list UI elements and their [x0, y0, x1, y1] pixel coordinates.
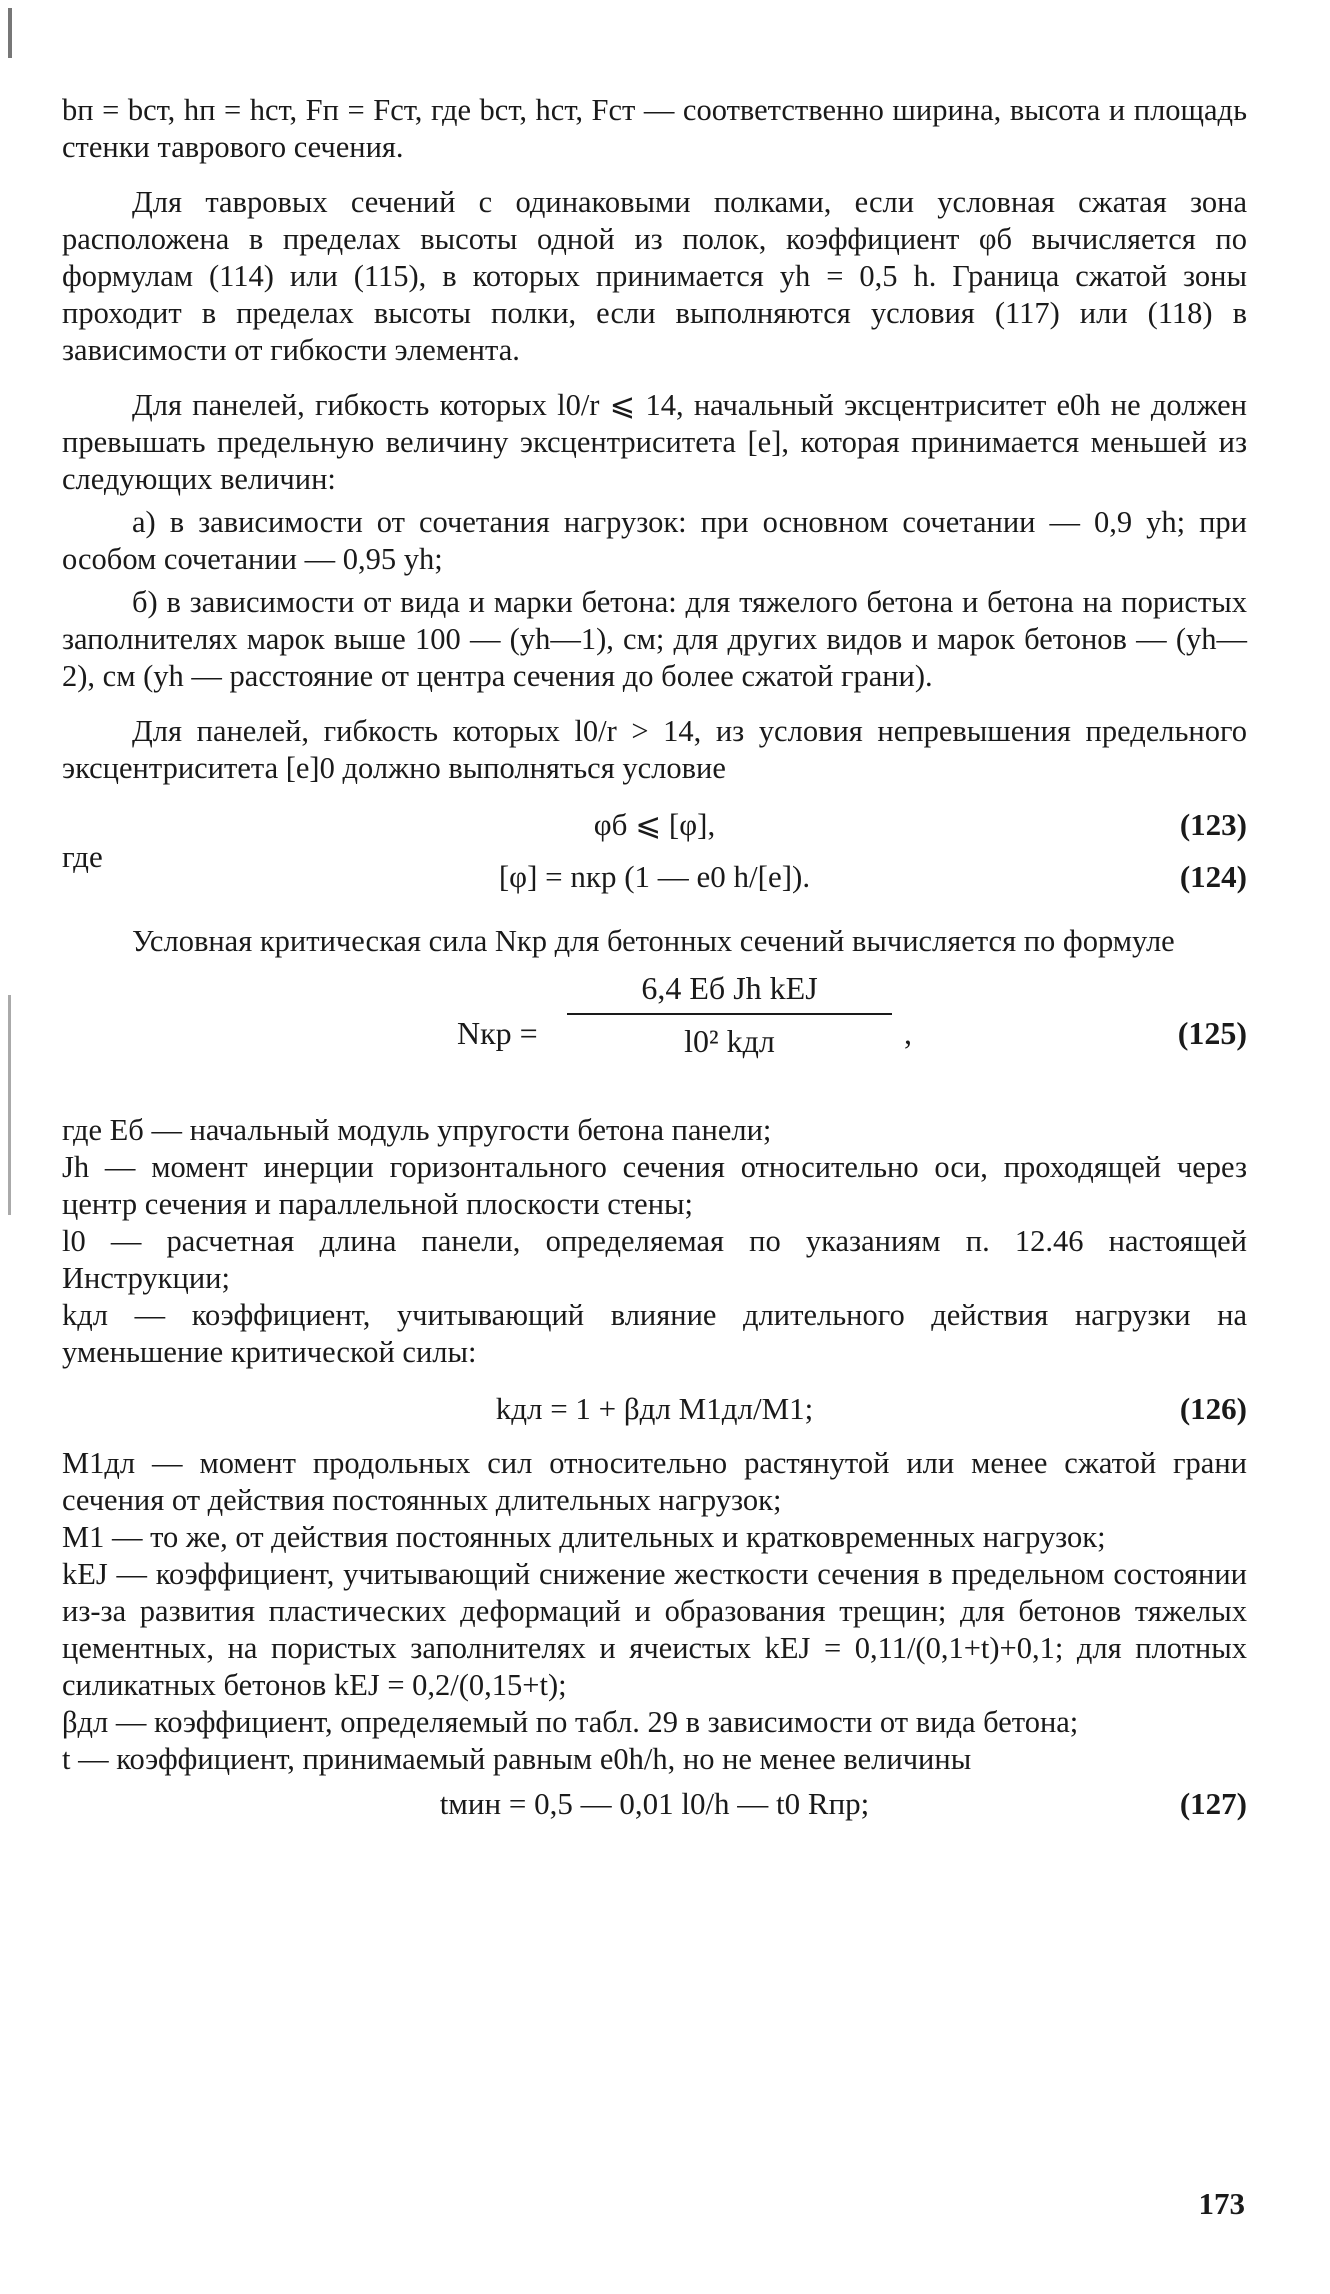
paragraph-flange-definition: bп = bст, hп = hст, Fп = Fст, где bст, hст, Fст — соответственно ширина, высота и площадь стенки таврового сечения.	[62, 93, 1247, 164]
equation-127	[62, 1780, 1247, 1832]
definition-jh: Jh — момент инерции горизонтального сечения относительно оси, проходящей через центр сечения и параллельной плоскости стены;	[62, 1150, 1247, 1221]
definition-t: t — коэффициент, принимаемый равным e0h/h, но не менее величины	[62, 1742, 972, 1776]
equation-123	[62, 801, 1247, 853]
equation-body: kдл = 1 + βдл M1дл/M1;	[495, 1391, 814, 1426]
fraction-numerator: 6,4 Eб Jh kEJ	[567, 970, 892, 1015]
equation-body: tмин = 0,5 — 0,01 l0/h — t0 Rпр;	[439, 1786, 870, 1821]
equation-125	[62, 970, 1247, 1100]
where-label: где	[62, 839, 103, 874]
equation-126	[62, 1385, 1247, 1437]
equation-number: (123)	[1179, 807, 1247, 842]
definition-m1: M1 — то же, от действия постоянных длительных и кратковременных нагрузок;	[62, 1520, 1106, 1554]
definition-l0: l0 — расчетная длина панели, определяемая по указаниям п. 12.46 настоящей Инструкции;	[62, 1224, 1247, 1295]
list-item-b: б) в зависимости от вида и марки бетона: для тяжелого бетона и бетона на пористых заполнителях марок выше 100 — (yh—1), см; для других видов и марок бетонов — (yh—2), см (yh — расстояние от центра сечения до более сжатой грани).	[62, 585, 1247, 693]
equation-fraction	[567, 970, 892, 1060]
equation-124	[62, 839, 1247, 905]
definition-m1dl: M1дл — момент продольных сил относительно растянутой или менее сжатой грани сечения от действия постоянных длительных нагрузок;	[62, 1446, 1247, 1517]
definition-kdl: kдл — коэффициент, учитывающий влияние длительного действия нагрузки на уменьшение критической силы:	[62, 1298, 1247, 1369]
equation-number: (124)	[1179, 859, 1247, 894]
definition-betadl: βдл — коэффициент, определяемый по табл. 29 в зависимости от вида бетона;	[62, 1705, 1079, 1739]
equation-lhs: Nкр =	[457, 1015, 538, 1051]
list-item-a: а) в зависимости от сочетания нагрузок: при основном сочетании — 0,9 yh; при особом сочетании — 0,95 yh;	[62, 505, 1247, 576]
equation-number: (125)	[1177, 1015, 1247, 1051]
equation-comma: ,	[904, 1015, 912, 1051]
page-number: 173	[1198, 2186, 1245, 2221]
fraction-denominator: l0² kдл	[684, 1023, 775, 1059]
paragraph-panel-eccentricity: Для панелей, гибкость которых l0/r ⩽ 14, начальный эксцентриситет e0h не должен превышать предельную величину эксцентриситета [e], которая принимается меньшей из следующих величин:	[62, 388, 1247, 496]
equation-body: φб ⩽ [φ],	[593, 807, 716, 842]
document-page	[62, 92, 1247, 1832]
paragraph-tee-sections: Для тавровых сечений с одинаковыми полками, если условная сжатая зона расположена в пределах высоты одной из полок, коэффициент φб вычисляется по формулам (114) или (115), в которых принимается yh = 0,5 h. Граница сжатой зоны проходит в пределах высоты полки, если выполняются условия (117) или (118) в зависимости от гибкости элемента.	[62, 185, 1247, 367]
equation-number: (127)	[1179, 1786, 1247, 1821]
equation-number: (126)	[1179, 1391, 1247, 1426]
scan-margin-mark	[8, 995, 11, 1215]
definition-kej: kEJ — коэффициент, учитывающий снижение жесткости сечения в предельном состоянии из-за развития пластических деформаций и образования трещин; для бетонов тяжелых цементных, на пористых заполнителях и ячеистых kEJ = 0,11/(0,1+t)+0,1; для плотных силикатных бетонов kEJ = 0,2/(0,15+t);	[62, 1557, 1247, 1702]
definition-eb: где Eб — начальный модуль упругости бетона панели;	[62, 1113, 772, 1147]
paragraph-panel-condition: Для панелей, гибкость которых l0/r > 14, из условия непревышения предельного эксцентриситета [e]0 должно выполняться условие	[62, 714, 1247, 785]
equation-body: [φ] = nкр (1 — e0 h/[e]).	[498, 859, 811, 894]
scan-margin-mark	[8, 8, 12, 58]
paragraph-critical-force: Условная критическая сила Nкр для бетонных сечений вычисляется по формуле	[132, 924, 1175, 958]
